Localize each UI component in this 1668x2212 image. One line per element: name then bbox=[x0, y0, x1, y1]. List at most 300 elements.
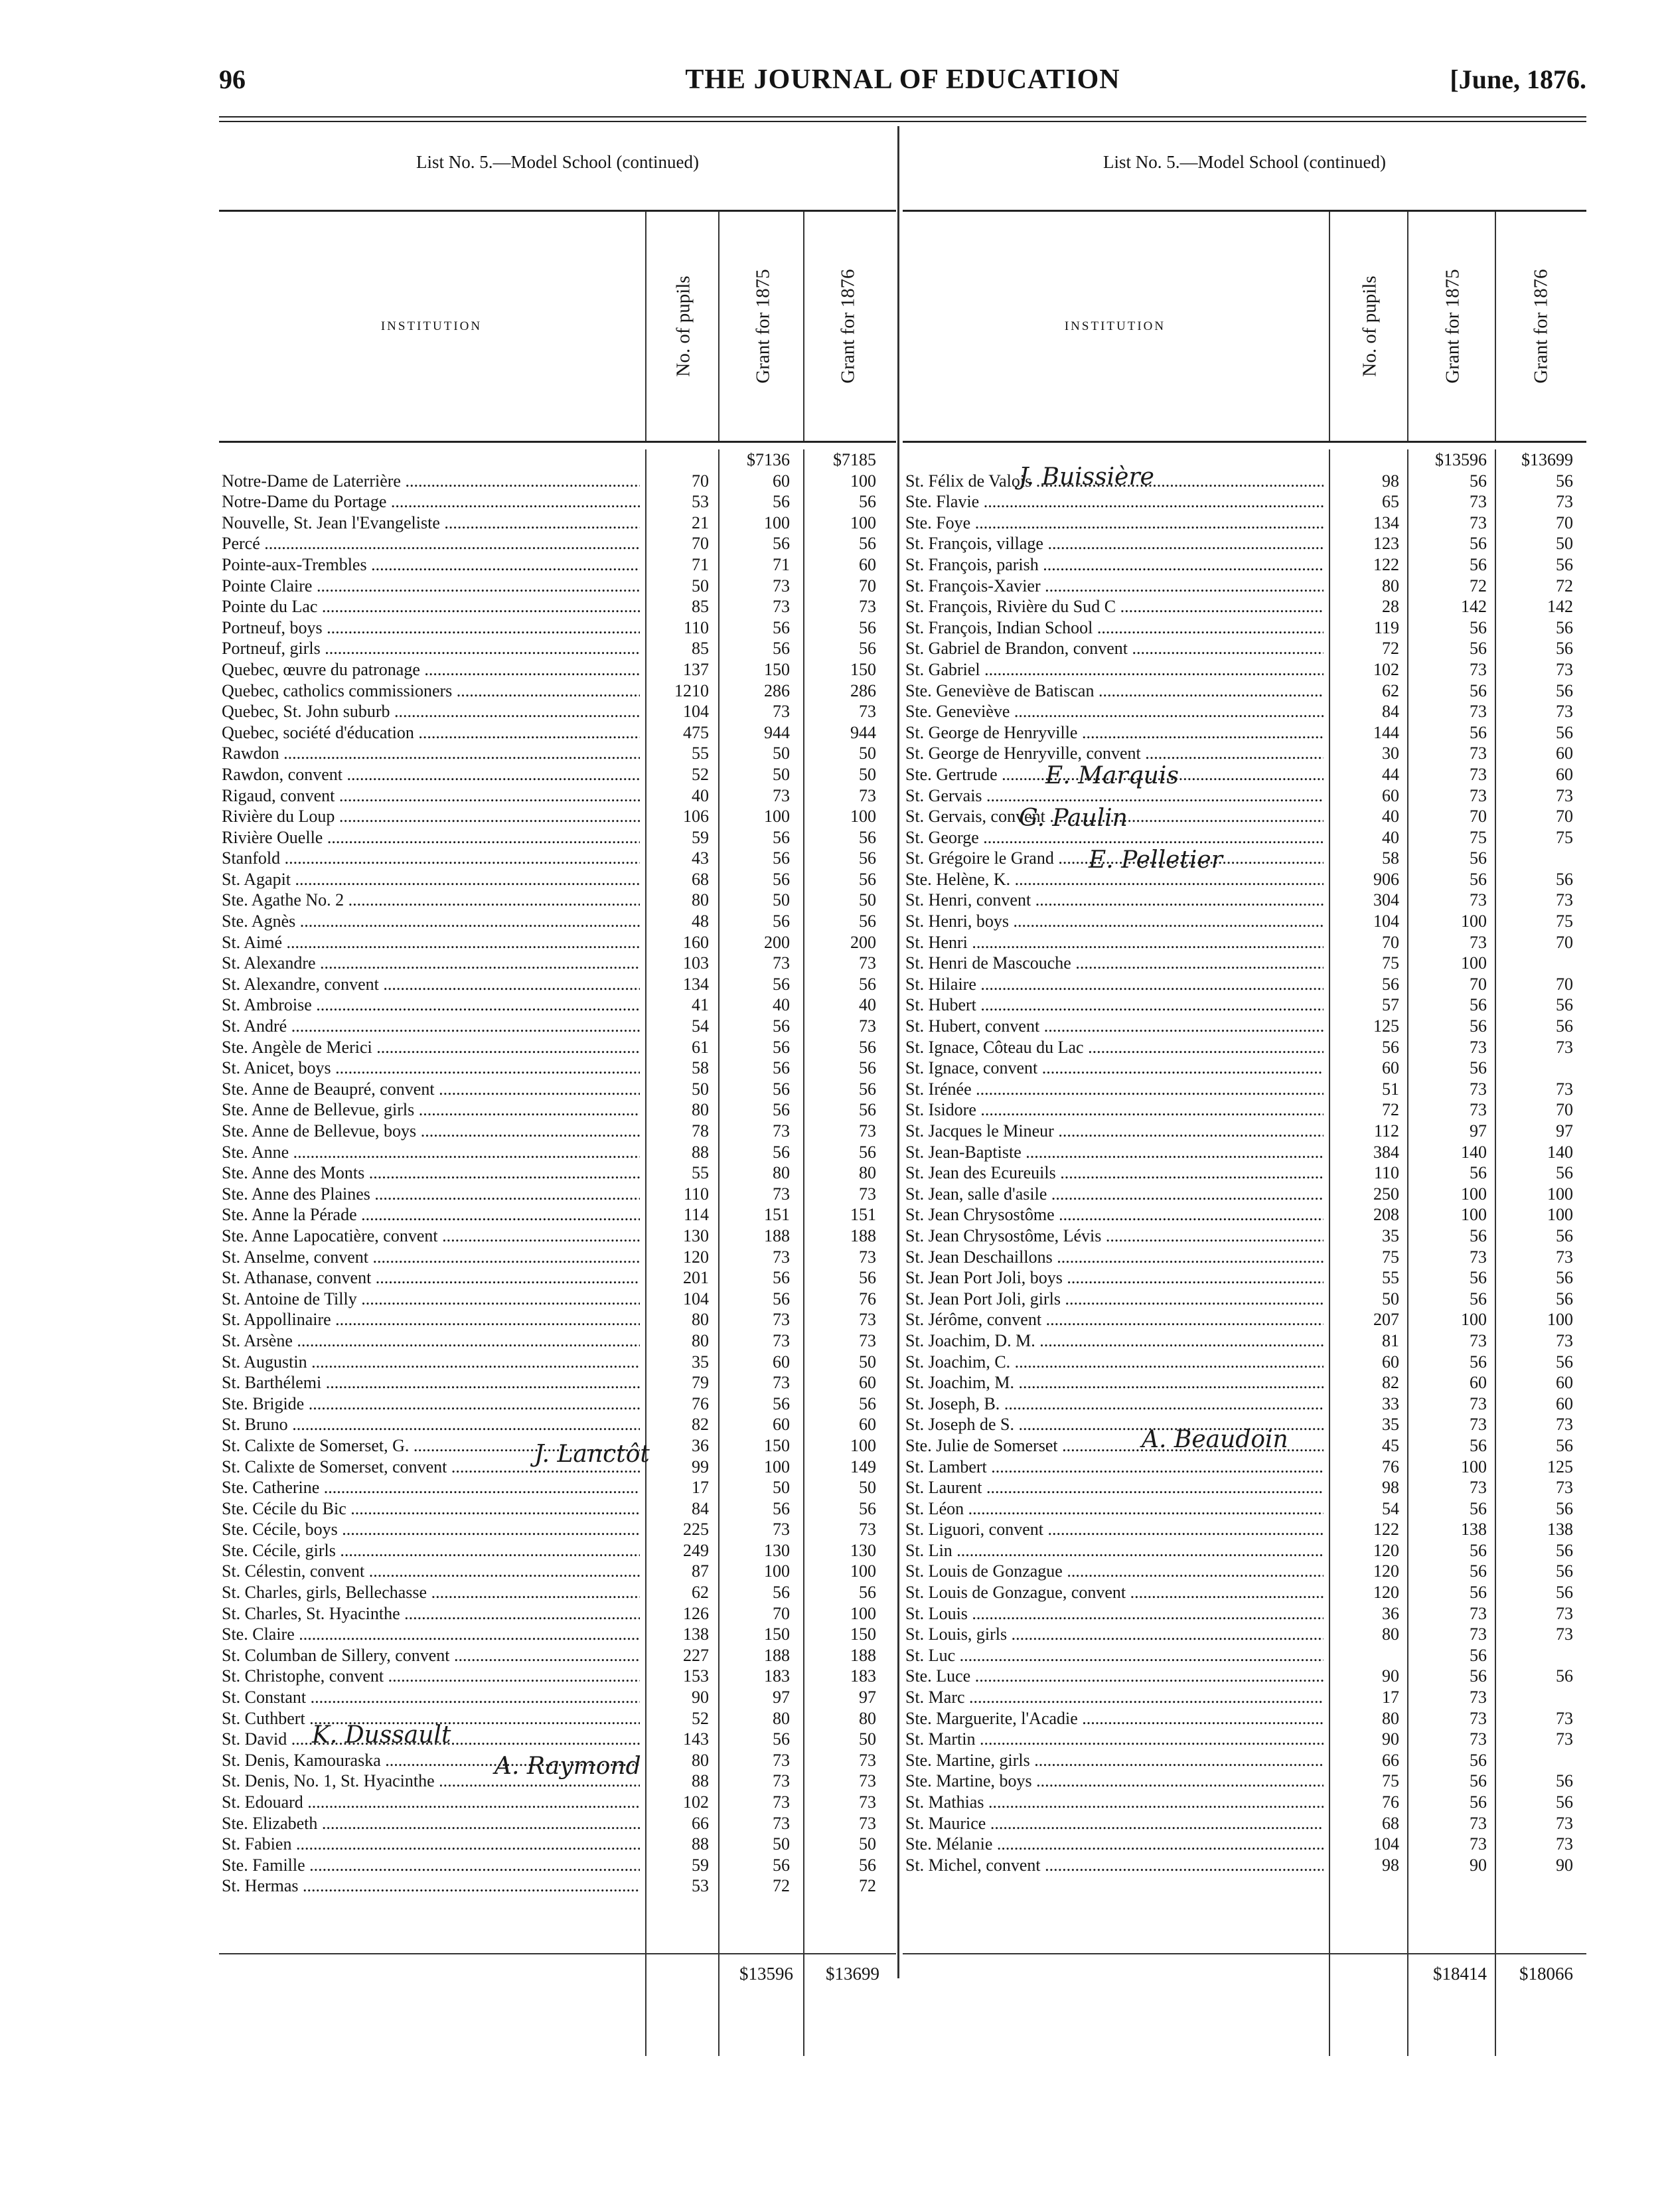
institution-name: St. Jean Port Joli, girls ..... bbox=[905, 1289, 1324, 1310]
grant-1875-value: 140 bbox=[1461, 1142, 1487, 1162]
grant-1876-value: 40 bbox=[859, 995, 876, 1015]
grant-1875-value: 56 bbox=[1470, 1289, 1487, 1308]
page-number: 96 bbox=[219, 64, 246, 94]
pupils-count: 70 bbox=[692, 471, 709, 491]
table-row bbox=[903, 1813, 1586, 1834]
grant-1875-value: 73 bbox=[773, 785, 790, 805]
pupils-count: 80 bbox=[692, 1750, 709, 1770]
table-row bbox=[219, 554, 896, 576]
table-row bbox=[903, 827, 1586, 848]
pupils-count: 98 bbox=[1382, 471, 1399, 491]
grant-1876-value: 56 bbox=[859, 1142, 876, 1162]
pupils-count: 57 bbox=[1382, 995, 1399, 1015]
table-row bbox=[219, 743, 896, 764]
pupils-count: 225 bbox=[683, 1520, 709, 1540]
institution-name: St. Joachim, C. ..... bbox=[905, 1352, 1324, 1373]
pupils-count: 120 bbox=[1373, 1561, 1399, 1581]
institution-name: Ste. Anne la Pérade ..... bbox=[222, 1204, 640, 1225]
carried-grant-1876: $7185 bbox=[833, 450, 876, 469]
table-row bbox=[219, 1267, 896, 1289]
grant-1876-value: 50 bbox=[859, 1352, 876, 1372]
institution-name: St. Célestin, convent ..... bbox=[222, 1561, 640, 1582]
table-row bbox=[219, 1792, 896, 1813]
grant-1875-value: 73 bbox=[1470, 492, 1487, 512]
institution-name: St. Jean Chrysostôme, Lévis ..... bbox=[905, 1225, 1324, 1247]
institution-name: Notre-Dame du Portage ..... bbox=[222, 491, 640, 513]
institution-name: St. Alexandre ..... bbox=[222, 953, 640, 974]
institution-name: Ste. Anne de Bellevue, girls ..... bbox=[222, 1099, 640, 1121]
institution-name: Quebec, œuvre du patronage ..... bbox=[222, 659, 640, 680]
grant-1875-value: 56 bbox=[773, 1583, 790, 1603]
grant-1875-value: 56 bbox=[1470, 617, 1487, 637]
pupils-count: 68 bbox=[692, 869, 709, 889]
grant-1876-value: 100 bbox=[850, 807, 876, 827]
grant-1875-value: 50 bbox=[773, 890, 790, 910]
grant-1875-value: 100 bbox=[764, 807, 790, 827]
pupils-count: 45 bbox=[1382, 1435, 1399, 1455]
grant-1875-value: 73 bbox=[1470, 1393, 1487, 1413]
pupils-count: 36 bbox=[1382, 1603, 1399, 1623]
table-row bbox=[903, 869, 1586, 890]
grant-1876-value: 73 bbox=[1556, 1813, 1573, 1833]
institution-name: Nouvelle, St. Jean l'Evangeliste ..... bbox=[222, 513, 640, 534]
grant-1876-value: 73 bbox=[859, 1247, 876, 1267]
grant-1875-value: 130 bbox=[764, 1540, 790, 1560]
grant-1875-value: 56 bbox=[773, 1037, 790, 1057]
institution-name: St. Mathias ..... bbox=[905, 1792, 1324, 1813]
grant-1876-value: 60 bbox=[859, 554, 876, 574]
grant-1876-value: 56 bbox=[859, 869, 876, 889]
grant-1876-value: 944 bbox=[850, 722, 876, 742]
grant-1876-value: 80 bbox=[859, 1708, 876, 1728]
institution-name: Ste. Cécile du Bic ..... bbox=[222, 1498, 640, 1520]
pupils-count: 134 bbox=[683, 974, 709, 994]
grant-1876-value: 73 bbox=[1556, 702, 1573, 722]
grant-1875-value: 200 bbox=[764, 932, 790, 952]
pupils-count: 208 bbox=[1373, 1205, 1399, 1225]
grant-1876-value: 60 bbox=[1556, 1373, 1573, 1393]
grant-1876-value: 76 bbox=[859, 1289, 876, 1308]
institution-name: Percé ..... bbox=[222, 533, 640, 554]
table-row bbox=[903, 1372, 1586, 1393]
grant-1875-value: 56 bbox=[1470, 1645, 1487, 1665]
grant-1876-value: 56 bbox=[1556, 680, 1573, 700]
institution-name: Quebec, société d'éducation ..... bbox=[222, 722, 640, 744]
institution-name: St. Gabriel ..... bbox=[905, 659, 1324, 680]
institution-name: St. Appollinaire ..... bbox=[222, 1309, 640, 1330]
grant-1876-value: 60 bbox=[859, 1373, 876, 1393]
institution-name: Ste. Gertrude ..... bbox=[905, 764, 1324, 785]
carried-forward-row bbox=[219, 449, 896, 471]
handwritten-signature: K. Dussault bbox=[312, 1721, 451, 1749]
institution-name: St. Hubert ..... bbox=[905, 994, 1324, 1016]
institution-name: Rawdon ..... bbox=[222, 743, 640, 764]
grant-1875-value: 73 bbox=[773, 1121, 790, 1141]
table-row bbox=[903, 1162, 1586, 1184]
table-row bbox=[219, 1498, 896, 1520]
pupils-count: 104 bbox=[1373, 1834, 1399, 1854]
institution-name: St. George ..... bbox=[905, 827, 1324, 848]
grant-1875-value: 50 bbox=[773, 1478, 790, 1498]
table-row bbox=[903, 1058, 1586, 1079]
table-header bbox=[219, 210, 896, 443]
grant-1876-value: 73 bbox=[1556, 890, 1573, 910]
table-row bbox=[903, 1750, 1586, 1771]
pupils-count: 66 bbox=[1382, 1750, 1399, 1770]
grant-1875-value: 56 bbox=[1470, 995, 1487, 1015]
institution-name: St. Marc ..... bbox=[905, 1687, 1324, 1708]
grant-1876-value: 138 bbox=[1547, 1520, 1573, 1540]
institution-name: St. Cuthbert ..... bbox=[222, 1708, 640, 1729]
grant-1875-value: 73 bbox=[1470, 1037, 1487, 1057]
table-row bbox=[903, 1016, 1586, 1037]
institution-name: Ste. Geneviève de Batiscan ..... bbox=[905, 680, 1324, 702]
grant-1876-value: 56 bbox=[859, 1583, 876, 1603]
grant-1875-value: 56 bbox=[1470, 1561, 1487, 1581]
pupils-count: 70 bbox=[692, 534, 709, 554]
institution-name: Portneuf, girls ..... bbox=[222, 638, 640, 659]
grant-1875-value: 56 bbox=[1470, 1435, 1487, 1455]
pupils-count: 143 bbox=[683, 1729, 709, 1749]
institution-name: Rivière Ouelle ..... bbox=[222, 827, 640, 848]
pupils-count: 82 bbox=[1382, 1373, 1399, 1393]
grant-1876-value: 188 bbox=[850, 1645, 876, 1665]
grant-1875-value: 73 bbox=[1470, 1624, 1487, 1644]
table-row bbox=[219, 1162, 896, 1184]
pupils-count: 81 bbox=[1382, 1330, 1399, 1350]
handwritten-signature: E. Pelletier bbox=[1089, 846, 1223, 874]
grant-1875-value: 73 bbox=[1470, 1079, 1487, 1099]
table-row bbox=[903, 1540, 1586, 1561]
institution-name: St. Henri ..... bbox=[905, 932, 1324, 953]
grant-1875-value: 73 bbox=[1470, 1834, 1487, 1854]
institution-name: St. George de Henryville ..... bbox=[905, 722, 1324, 744]
grant-1875-value: 73 bbox=[1470, 1603, 1487, 1623]
table-row bbox=[219, 513, 896, 534]
institution-name: St. Hubert, convent ..... bbox=[905, 1016, 1324, 1037]
grant-1875-value: 73 bbox=[1470, 1330, 1487, 1350]
pupils-count: 76 bbox=[1382, 1457, 1399, 1476]
handwritten-signature: J. Buissière bbox=[1019, 463, 1154, 491]
table-row bbox=[903, 1624, 1586, 1645]
institution-name: Ste. Martine, girls ..... bbox=[905, 1750, 1324, 1771]
pupils-count: 66 bbox=[692, 1813, 709, 1833]
pupils-count: 119 bbox=[1373, 617, 1399, 637]
grant-1876-value: 70 bbox=[1556, 1100, 1573, 1120]
pupils-count: 102 bbox=[683, 1792, 709, 1812]
table-row bbox=[903, 1792, 1586, 1813]
grant-1875-value: 56 bbox=[1470, 1771, 1487, 1791]
grant-1876-value: 56 bbox=[1556, 1289, 1573, 1308]
institution-name: Ste. Helène, K. ..... bbox=[905, 869, 1324, 890]
table-row bbox=[903, 533, 1586, 554]
table-row bbox=[219, 1477, 896, 1498]
institution-name: St. Liguori, convent ..... bbox=[905, 1519, 1324, 1540]
grant-1875-header: Grant for 1875 bbox=[1442, 269, 1464, 384]
table-row bbox=[219, 471, 896, 492]
institution-name: Ste. Elizabeth ..... bbox=[222, 1813, 640, 1834]
table-row bbox=[903, 617, 1586, 639]
grant-1876-value: 56 bbox=[1556, 722, 1573, 742]
pupils-count: 78 bbox=[692, 1121, 709, 1141]
institution-name: St. Calixte de Somerset, G. ..... bbox=[222, 1435, 640, 1457]
grant-1876-value: 100 bbox=[850, 1603, 876, 1623]
pupils-count: 80 bbox=[692, 1330, 709, 1350]
table-row bbox=[219, 827, 896, 848]
grant-1876-value: 56 bbox=[1556, 1792, 1573, 1812]
table-row bbox=[219, 1372, 896, 1393]
table-row bbox=[903, 659, 1586, 680]
institution-name: Ste. Mélanie ..... bbox=[905, 1834, 1324, 1855]
page-header bbox=[219, 64, 1586, 104]
pupils-count: 62 bbox=[1382, 680, 1399, 700]
grant-1875-value: 150 bbox=[764, 659, 790, 679]
pupils-count: 134 bbox=[1373, 513, 1399, 532]
column-rule bbox=[803, 212, 804, 441]
table-row bbox=[219, 974, 896, 995]
pupils-count: 130 bbox=[683, 1225, 709, 1245]
table-row bbox=[903, 1729, 1586, 1750]
table-row bbox=[903, 513, 1586, 534]
institution-name: St. Henri, convent ..... bbox=[905, 890, 1324, 911]
institution-name: Stanfold ..... bbox=[222, 848, 640, 869]
institution-name: St. David ..... bbox=[222, 1729, 640, 1750]
grant-1875-value: 944 bbox=[764, 722, 790, 742]
institution-name: Rawdon, convent ..... bbox=[222, 764, 640, 785]
grant-1875-value: 60 bbox=[773, 471, 790, 491]
grant-1875-value: 56 bbox=[773, 974, 790, 994]
grant-1876-value: 50 bbox=[859, 1729, 876, 1749]
grant-1875-value: 56 bbox=[1470, 554, 1487, 574]
table-row bbox=[219, 1309, 896, 1330]
grant-1875-value: 40 bbox=[773, 995, 790, 1015]
grant-1876-value: 73 bbox=[859, 1520, 876, 1540]
pupils-count: 106 bbox=[683, 807, 709, 827]
grant-1876-value: 60 bbox=[1556, 764, 1573, 784]
table-row bbox=[903, 764, 1586, 785]
pupils-count: 17 bbox=[1382, 1688, 1399, 1707]
pupils-count: 122 bbox=[1373, 1520, 1399, 1540]
grant-1876-value: 73 bbox=[1556, 1603, 1573, 1623]
institution-name: St. Charles, girls, Bellechasse ..... bbox=[222, 1582, 640, 1603]
grant-1876-value: 56 bbox=[1556, 1435, 1573, 1455]
table-row bbox=[219, 1687, 896, 1708]
grant-1876-value: 50 bbox=[859, 1478, 876, 1498]
grant-1875-value: 60 bbox=[773, 1415, 790, 1435]
pupils-count: 125 bbox=[1373, 1016, 1399, 1036]
institution-name: St. Maurice ..... bbox=[905, 1813, 1324, 1834]
institution-name: St. Hermas ..... bbox=[222, 1875, 640, 1897]
institution-name: Ste. Anne ..... bbox=[222, 1142, 640, 1163]
grant-1876-value: 73 bbox=[859, 785, 876, 805]
grant-1876-header: Grant for 1876 bbox=[837, 269, 859, 384]
institution-name: St. Jean Deschaillons ..... bbox=[905, 1247, 1324, 1268]
grant-1876-value: 150 bbox=[850, 659, 876, 679]
institution-name: Ste. Julie de Somerset ..... bbox=[905, 1435, 1324, 1457]
grant-1875-value: 56 bbox=[1470, 1583, 1487, 1603]
pupils-count: 35 bbox=[692, 1352, 709, 1372]
table-row bbox=[219, 1855, 896, 1876]
grant-1876-value: 286 bbox=[850, 680, 876, 700]
pupils-count: 41 bbox=[692, 995, 709, 1015]
pupils-count: 84 bbox=[692, 1498, 709, 1518]
grant-1875-value: 100 bbox=[764, 1561, 790, 1581]
grant-1876-value: 140 bbox=[1547, 1142, 1573, 1162]
grant-1876-value: 56 bbox=[859, 1079, 876, 1099]
institution-name: Ste. Claire ..... bbox=[222, 1624, 640, 1645]
grant-1876-value: 73 bbox=[1556, 1624, 1573, 1644]
grant-1876-value: 56 bbox=[1556, 1268, 1573, 1288]
table-row bbox=[219, 1582, 896, 1603]
grant-1875-value: 73 bbox=[1470, 785, 1487, 805]
grant-1876-value: 142 bbox=[1547, 597, 1573, 617]
grant-1876-value: 151 bbox=[850, 1205, 876, 1225]
grant-1876-value: 73 bbox=[1556, 1708, 1573, 1728]
grant-1875-value: 56 bbox=[1470, 1268, 1487, 1288]
pupils-count: 250 bbox=[1373, 1184, 1399, 1204]
institution-name: St. Isidore ..... bbox=[905, 1099, 1324, 1121]
table-row bbox=[903, 1393, 1586, 1415]
grant-1876-value: 50 bbox=[859, 764, 876, 784]
pupils-count: 85 bbox=[692, 597, 709, 617]
grant-1876-value: 56 bbox=[1556, 1666, 1573, 1686]
pupils-count: 21 bbox=[692, 513, 709, 532]
pupils-count: 138 bbox=[683, 1624, 709, 1644]
grant-1876-value: 56 bbox=[1556, 471, 1573, 491]
grant-1875-value: 100 bbox=[1461, 953, 1487, 973]
table-row bbox=[219, 1875, 896, 1897]
grant-1875-value: 73 bbox=[1470, 1478, 1487, 1498]
grant-1876-value: 56 bbox=[1556, 639, 1573, 659]
pupils-count: 475 bbox=[683, 722, 709, 742]
grant-1875-value: 151 bbox=[764, 1205, 790, 1225]
table-row bbox=[903, 1225, 1586, 1247]
grant-1876-value: 100 bbox=[1547, 1205, 1573, 1225]
pupils-count: 60 bbox=[1382, 785, 1399, 805]
table-row bbox=[219, 785, 896, 807]
table-row bbox=[219, 1519, 896, 1540]
grant-1875-value: 183 bbox=[764, 1666, 790, 1686]
pupils-count: 90 bbox=[1382, 1729, 1399, 1749]
institution-name: St. Jacques le Mineur ..... bbox=[905, 1121, 1324, 1142]
grant-1875-value: 50 bbox=[773, 764, 790, 784]
pupils-count: 82 bbox=[692, 1415, 709, 1435]
pupils-count: 43 bbox=[692, 848, 709, 868]
table-row bbox=[903, 554, 1586, 576]
institution-name: St. Aimé ..... bbox=[222, 932, 640, 953]
table-row bbox=[903, 1247, 1586, 1268]
header-rule bbox=[219, 116, 1586, 122]
table-row bbox=[903, 1477, 1586, 1498]
grant-1875-value: 73 bbox=[773, 1330, 790, 1350]
grant-1876-value: 56 bbox=[1556, 1498, 1573, 1518]
institution-name: St. Jean des Ecureuils ..... bbox=[905, 1162, 1324, 1184]
grant-1876-value: 56 bbox=[859, 617, 876, 637]
grant-1875-value: 56 bbox=[1470, 1792, 1487, 1812]
pupils-count: 51 bbox=[1382, 1079, 1399, 1099]
institution-name: St. Fabien ..... bbox=[222, 1834, 640, 1855]
table-row bbox=[903, 1309, 1586, 1330]
institution-name: St. Louis, girls ..... bbox=[905, 1624, 1324, 1645]
grant-1876-value: 56 bbox=[859, 639, 876, 659]
grant-1875-value: 56 bbox=[773, 1855, 790, 1875]
table-row bbox=[219, 1016, 896, 1037]
grant-1876-value: 97 bbox=[859, 1688, 876, 1707]
table-row bbox=[903, 1519, 1586, 1540]
grant-1876-value: 130 bbox=[850, 1540, 876, 1560]
pupils-count: 80 bbox=[1382, 1708, 1399, 1728]
grant-1875-value: 142 bbox=[1461, 597, 1487, 617]
grant-1876-value: 50 bbox=[859, 1834, 876, 1854]
table-row bbox=[903, 722, 1586, 744]
institution-name: Quebec, catholics commissioners ..... bbox=[222, 680, 640, 702]
grant-1876-value: 70 bbox=[1556, 807, 1573, 827]
grant-1875-value: 56 bbox=[773, 827, 790, 847]
grant-1875-value: 56 bbox=[773, 617, 790, 637]
institution-name: St. Alexandre, convent ..... bbox=[222, 974, 640, 995]
institution-name: St. Anicet, boys ..... bbox=[222, 1058, 640, 1079]
grant-1875-value: 56 bbox=[1470, 722, 1487, 742]
grant-1876-value: 73 bbox=[1556, 1037, 1573, 1057]
grant-1876-value: 60 bbox=[859, 1415, 876, 1435]
pupils-count: 50 bbox=[692, 1079, 709, 1099]
table-row bbox=[219, 596, 896, 617]
institution-name: Ste. Brigide ..... bbox=[222, 1393, 640, 1415]
institution-name: St. Joseph de S. ..... bbox=[905, 1414, 1324, 1435]
institution-name: St. François, parish ..... bbox=[905, 554, 1324, 576]
pupils-count: 36 bbox=[692, 1435, 709, 1455]
table-row bbox=[219, 533, 896, 554]
grant-1876-value: 73 bbox=[859, 1330, 876, 1350]
grant-1876-value: 56 bbox=[1556, 1771, 1573, 1791]
table-row bbox=[903, 1771, 1586, 1792]
grant-1875-value: 56 bbox=[1470, 471, 1487, 491]
institution-name: St. Denis, No. 1, St. Hyacinthe ..... bbox=[222, 1771, 640, 1792]
table-row bbox=[903, 974, 1586, 995]
grant-1876-value: 56 bbox=[1556, 554, 1573, 574]
grant-1875-value: 56 bbox=[773, 1268, 790, 1288]
table-row bbox=[219, 1330, 896, 1352]
institution-name: St. Henri de Mascouche ..... bbox=[905, 953, 1324, 974]
grant-1876-value: 73 bbox=[1556, 1415, 1573, 1435]
grant-1875-value: 97 bbox=[773, 1688, 790, 1707]
institution-name: St. Columban de Sillery, convent ..... bbox=[222, 1645, 640, 1666]
grant-1875-value: 75 bbox=[1470, 827, 1487, 847]
institution-name: St. Laurent ..... bbox=[905, 1477, 1324, 1498]
institution-header: INSTITUTION bbox=[380, 319, 483, 333]
pupils-count: 48 bbox=[692, 911, 709, 931]
pupils-count: 114 bbox=[683, 1205, 709, 1225]
grant-1875-value: 56 bbox=[1470, 1498, 1487, 1518]
institution-name: Ste. Geneviève ..... bbox=[905, 701, 1324, 722]
institution-name: Ste. Flavie ..... bbox=[905, 491, 1324, 513]
grant-1875-value: 73 bbox=[773, 1373, 790, 1393]
institution-name: Ste. Agathe No. 2 ..... bbox=[222, 890, 640, 911]
grant-1875-value: 56 bbox=[773, 639, 790, 659]
table-row bbox=[219, 1561, 896, 1582]
table-row bbox=[219, 576, 896, 597]
grant-1875-value: 73 bbox=[773, 1247, 790, 1267]
grant-1876-value: 73 bbox=[859, 1771, 876, 1791]
grant-1875-value: 70 bbox=[1470, 807, 1487, 827]
pupils-count: 72 bbox=[1382, 639, 1399, 659]
handwritten-signature: A. Raymond bbox=[494, 1753, 641, 1780]
pupils-count: 30 bbox=[1382, 744, 1399, 763]
institution-name: St. Antoine de Tilly ..... bbox=[222, 1289, 640, 1310]
institution-name: Ste. Anne de Bellevue, boys ..... bbox=[222, 1121, 640, 1142]
pupils-count: 52 bbox=[692, 1708, 709, 1728]
grant-1876-value: 60 bbox=[1556, 1393, 1573, 1413]
